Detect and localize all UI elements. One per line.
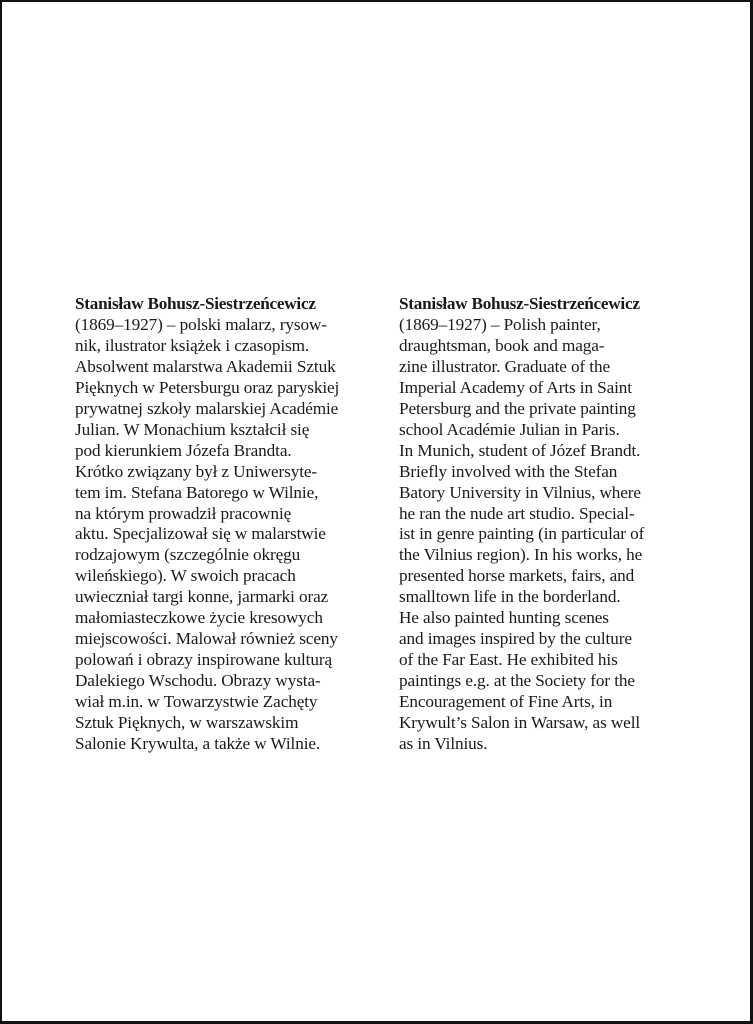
bio-line: smalltown life in the borderland.: [399, 587, 621, 607]
bio-line: pod kierunkiem Józefa Brandta.: [75, 440, 292, 460]
bio-line: miejscowości. Malował również sceny: [75, 629, 338, 649]
biography-polish: [75, 294, 395, 755]
bio-line: na którym prowadził pracownię: [75, 503, 292, 523]
bio-line: rodzajowym (szczególnie okręgu: [75, 545, 301, 565]
bio-line: Sztuk Pięknych, w warszawskim: [75, 713, 299, 733]
bio-line: as in Vilnius.: [399, 734, 488, 754]
bio-line: presented horse markets, fairs, and: [399, 566, 635, 586]
bio-line: (1869–1927) – polski malarz, rysow-: [75, 314, 327, 334]
bio-line: Imperial Academy of Arts in Saint: [399, 377, 632, 397]
bio-line: Salonie Krywulta, a także w Wilnie.: [75, 734, 321, 754]
artist-name-polish: Stanisław Bohusz-Siestrzeńcewicz: [75, 294, 316, 313]
bio-line: draughtsman, book and maga-: [399, 335, 605, 355]
bio-line: aktu. Specjalizował się w malarstwie: [75, 524, 326, 544]
bio-line: the Vilnius region). In his works, he: [399, 545, 643, 565]
bio-line: school Académie Julian in Paris.: [399, 419, 620, 439]
bio-line: Batory University in Vilnius, where: [399, 482, 641, 502]
bio-line: prywatnej szkoły malarskiej Académie: [75, 398, 339, 418]
bio-line: wileńskiego). W swoich pracach: [75, 566, 296, 586]
bio-line: he ran the nude art studio. Special-: [399, 503, 635, 523]
bio-line: Petersburg and the private painting: [399, 398, 636, 418]
bio-line: of the Far East. He exhibited his: [399, 650, 618, 670]
bio-line: wiał m.in. w Towarzystwie Zachęty: [75, 692, 318, 712]
bio-line: Absolwent malarstwa Akademii Sztuk: [75, 356, 336, 376]
bio-line: ist in genre painting (in particular of: [399, 524, 645, 544]
biography-english: [399, 294, 719, 755]
bio-line: Krywult’s Salon in Warsaw, as well: [399, 713, 641, 733]
bio-line: małomiasteczkowe życie kresowych: [75, 608, 323, 628]
bio-line: Dalekiego Wschodu. Obrazy wysta-: [75, 671, 321, 691]
bio-line: uwieczniał targi konne, jarmarki oraz: [75, 587, 329, 607]
bio-line: (1869–1927) – Polish painter,: [399, 314, 601, 334]
bio-line: and images inspired by the culture: [399, 629, 632, 649]
bio-line: tem im. Stefana Batorego w Wilnie,: [75, 482, 319, 502]
artist-name-english: Stanisław Bohusz-Siestrzeńcewicz: [399, 294, 640, 313]
bio-line: polowań i obrazy inspirowane kulturą: [75, 650, 333, 670]
bio-line: Julian. W Monachium kształcił się: [75, 419, 310, 439]
bio-line: Encouragement of Fine Arts, in: [399, 692, 613, 712]
bio-line: nik, ilustrator książek i czasopism.: [75, 335, 310, 355]
bio-line: In Munich, student of Józef Brandt.: [399, 440, 641, 460]
bio-line: He also painted hunting scenes: [399, 608, 609, 628]
bio-line: paintings e.g. at the Society for the: [399, 671, 635, 691]
bio-line: zine illustrator. Graduate of the: [399, 356, 610, 376]
bio-line: Krótko związany był z Uniwersyte-: [75, 461, 318, 481]
bio-line: Briefly involved with the Stefan: [399, 461, 618, 481]
bio-line: Pięknych w Petersburgu oraz paryskiej: [75, 377, 340, 397]
